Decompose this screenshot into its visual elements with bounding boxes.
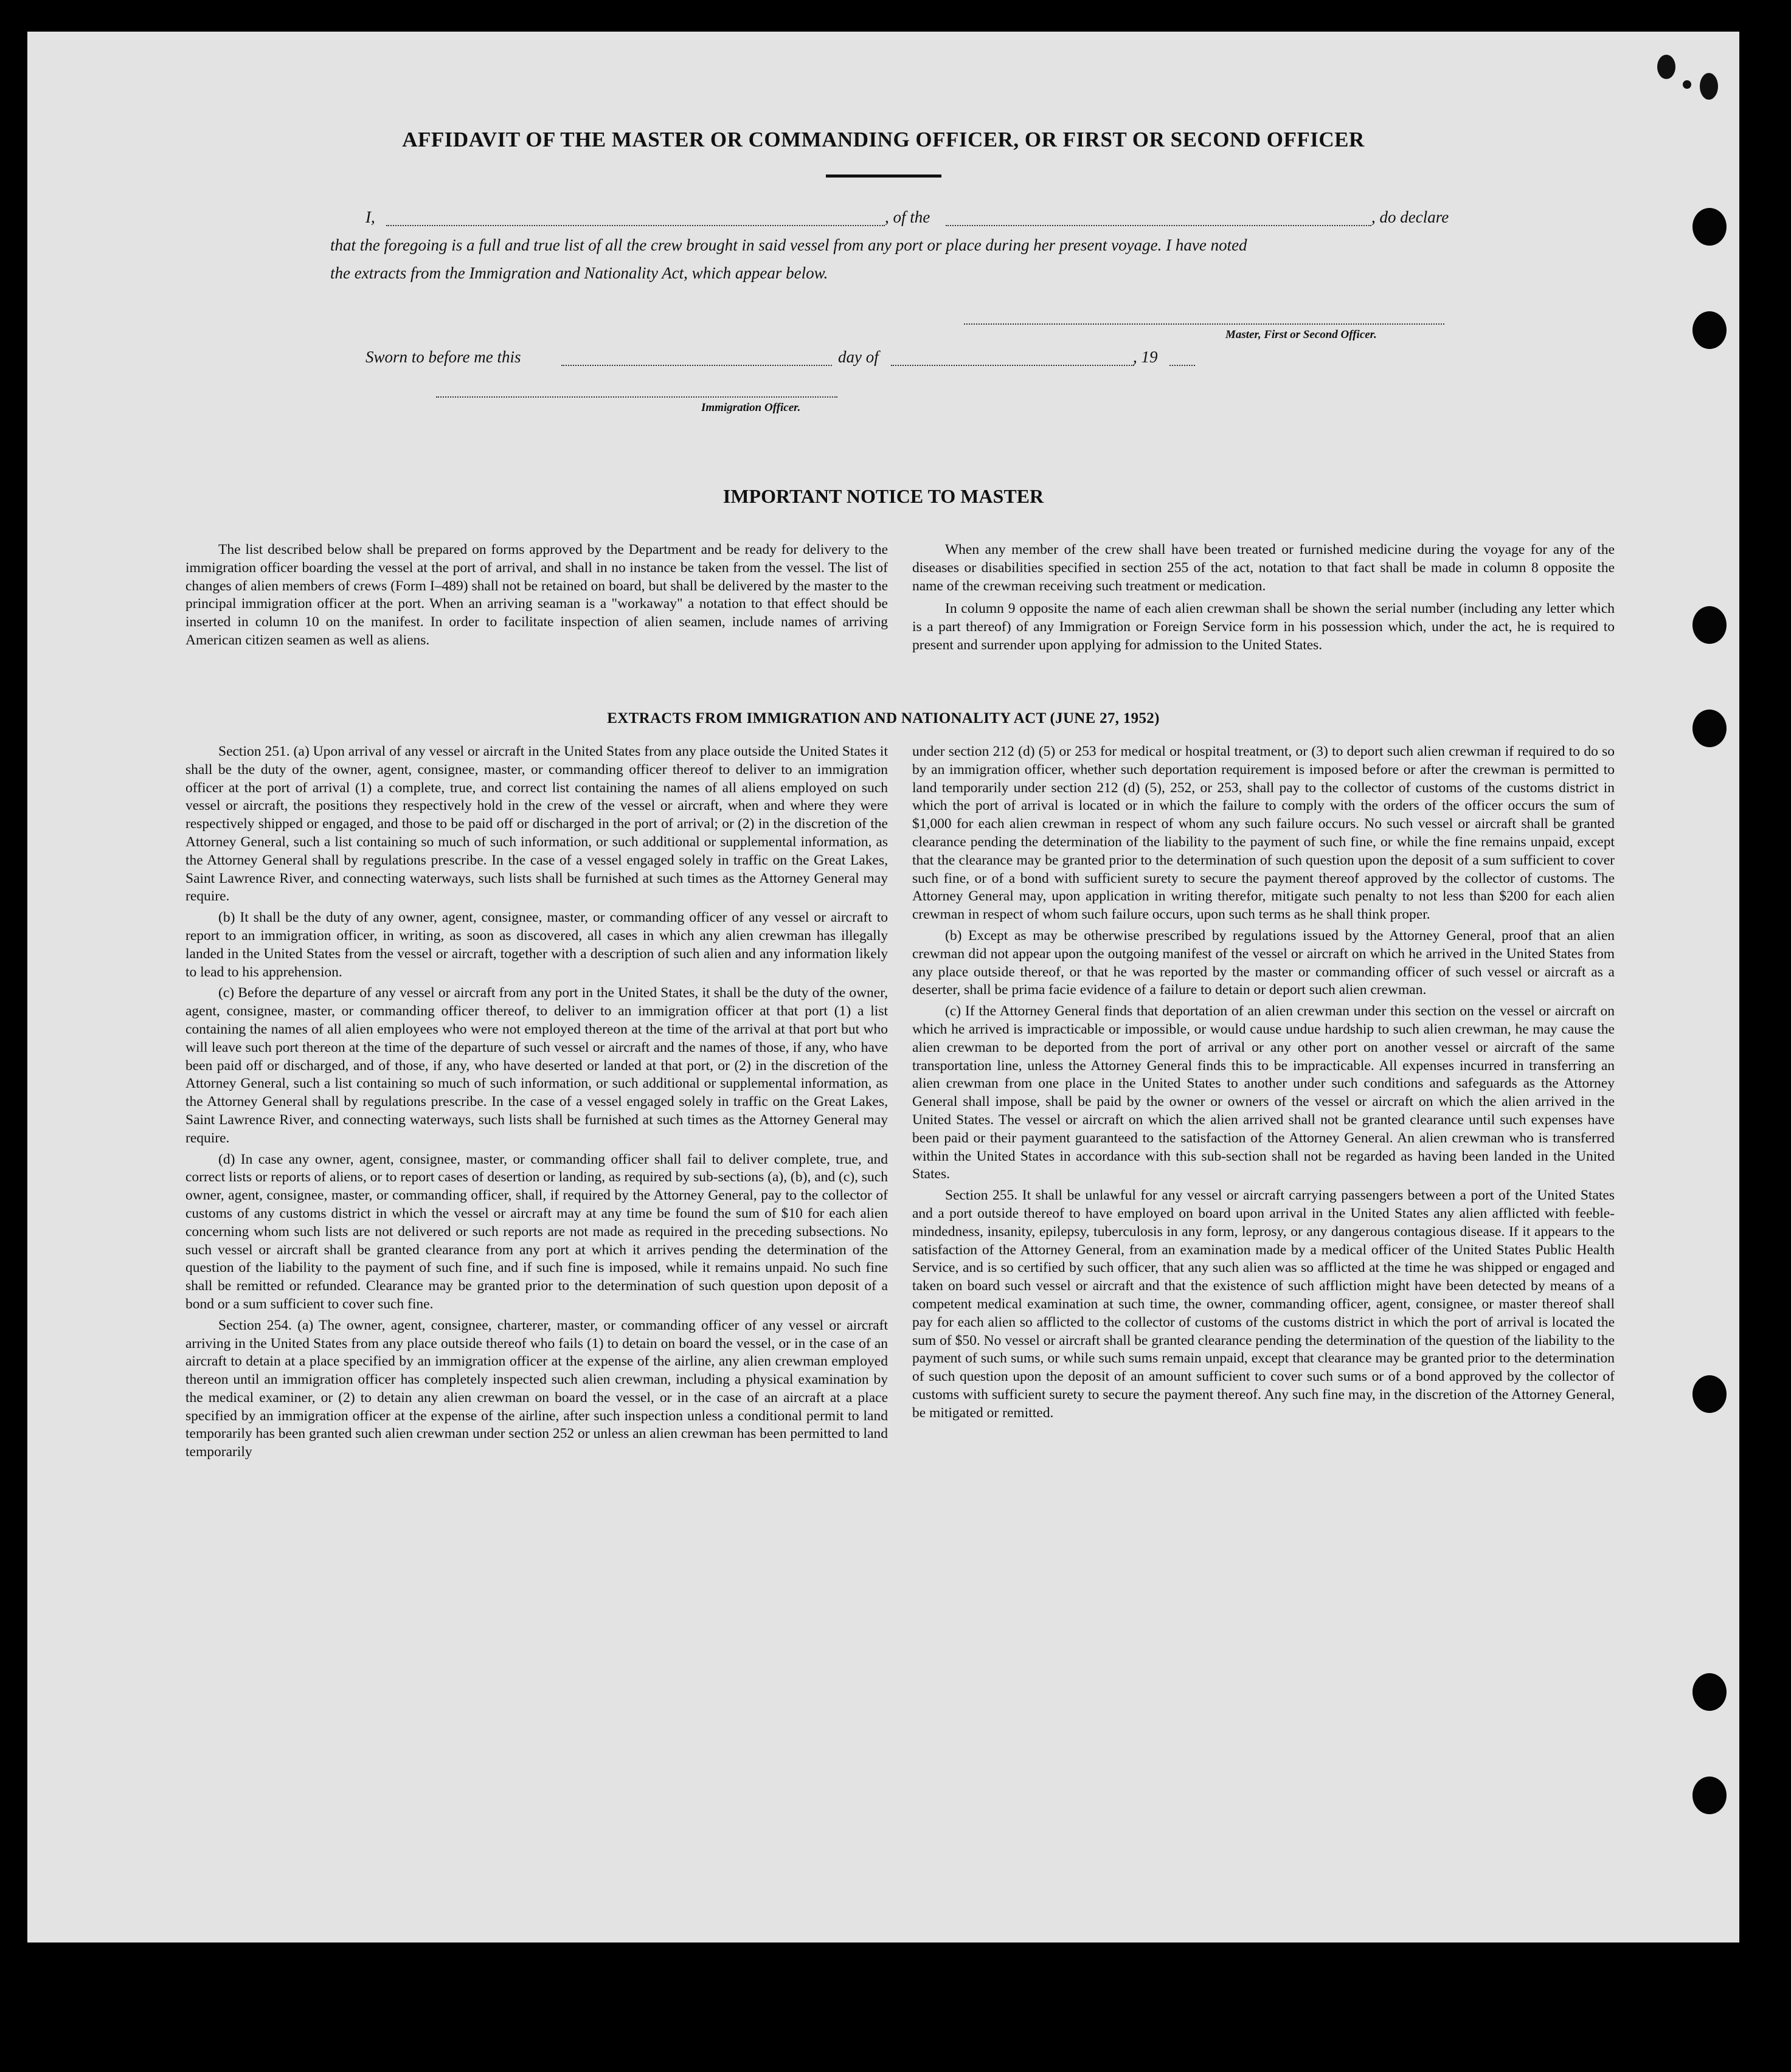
punch-hole xyxy=(1692,1673,1727,1711)
affidavit-i-label: I, xyxy=(365,208,375,226)
document-page xyxy=(27,32,1739,1942)
punch-hole xyxy=(1692,311,1727,349)
notice-left-column xyxy=(185,541,888,653)
extracts-left-column xyxy=(185,743,888,1465)
immigration-officer-signature-line[interactable] xyxy=(436,396,837,398)
notice-right-column xyxy=(912,541,1615,658)
ink-speck xyxy=(1700,73,1718,100)
notice-paragraph: The list described below shall be prepared on forms approved by the Department and be ready for delivery to the immigration officer boarding the vessel at the port of arrival, and shall in no instance be taken from the vessel. The list of changes of alien members of crews (Form I–489) shall not be retained on board, but shall be delivered by the master to the principal immigration officer at the port. When an arriving seaman is a "workaway" a notation to that effect should be inserted in column 10 on the manifest. In order to facilitate inspection of alien seamen, include names of arriving American citizen seamen as well as aliens. xyxy=(185,542,888,648)
ink-speck xyxy=(1683,80,1691,89)
affidavit-title: AFFIDAVIT OF THE MASTER OR COMMANDING OFFICER, OR FIRST OR SECOND OFFICER xyxy=(402,128,1365,151)
do-declare-label: , do declare xyxy=(1371,208,1449,226)
sworn-day-field-line[interactable] xyxy=(561,365,832,366)
statute-paragraph: (c) Before the departure of any vessel or aircraft from any port in the United States, it shall be the duty of the owner, agent, consignee, master, or commanding officer thereof, to deliver to an immigration officer at that port (1) a list containing the names of all alien employees who were not employed thereon at the time of the arrival at that port but who will leave such port thereon at the time of the departure of such vessel or aircraft and the names of those, if any, who have been paid off or discharged, and of those, if any, who have deserted or landed at that port, or (2) in the discretion of the Attorney General, such a list containing so much of such information, or such additional or supplemental information, as the Attorney General shall by regulations prescribe. In the case of a vessel engaged solely in traffic on the Great Lakes, Saint Lawrence River, and connecting waterways, such lists shall be furnished at such times as the Attorney General may require. xyxy=(185,985,888,1146)
punch-hole xyxy=(1692,606,1727,644)
sworn-label: Sworn to before me this xyxy=(365,348,521,366)
extracts-title: EXTRACTS FROM IMMIGRATION AND NATIONALITY ACT (JUNE 27, 1952) xyxy=(607,710,1160,727)
statute-paragraph: Section 254. (a) The owner, agent, consignee, charterer, master, or commanding officer of any vessel or aircraft arriving in the United States from any place outside thereof who fails (1) to detain on board the vessel, or in the case of an aircraft to detain at a place specified by an immigration officer at the expense of the airline, any alien crewman employed thereon until an immigration officer has completely inspected such alien crewman, including a physical examination by the medical examiner, or (2) to detain any alien crewman on board the vessel, or in the case of an aircraft at a place specified by an immigration officer at the expense of the airline, after such inspection unless a conditional permit to land temporarily has been granted such alien crewman under section 252 or unless an alien crewman has been permitted to land temporarily xyxy=(185,1317,888,1460)
notice-paragraph: In column 9 opposite the name of each alien crewman shall be shown the serial number (including any letter which is a part thereof) of any Immigration or Foreign Service form in his possession which, under the act, he is required to present and surrender upon applying for admission to the United States. xyxy=(912,601,1615,653)
master-signature-line[interactable] xyxy=(964,323,1444,325)
immigration-officer-label: Immigration Officer. xyxy=(701,401,801,414)
punch-hole xyxy=(1692,208,1727,246)
ink-speck xyxy=(1657,55,1675,79)
extracts-right-column xyxy=(912,743,1615,1425)
statute-paragraph: Section 255. It shall be unlawful for any vessel or aircraft carrying passengers between a port of the United States and a port outside thereof to have employed on board upon arrival in the United States any alien afflicted with feeble-mindedness, insanity, epilepsy, tuberculosis in any form, leprosy, or any dangerous contagious disease. If it appears to the satisfaction of the Attorney General, from an examination made by a medical officer of the United States Public Health Service, and is so certified by such officer, that any such alien was so afflicted at the time he was shipped or engaged and taken on board such vessel or aircraft and that the existence of such affliction might have been detected by means of a competent medical examination at such time, the owner, commanding officer, agent, consignee, or master thereof shall pay for each alien so afflicted to the collector of customs of the customs district in which the port of arrival is located the sum of $50. No vessel or aircraft shall be granted clearance pending the determination of the question of the liability to the payment of such sums, or while such sums remain unpaid, except that clearance may be granted prior to the determination of such question upon the deposit of an amount sufficient to cover such sums or of a bond approved by the collector of customs with sufficient surety to secure the payment thereof. Any such fine may, in the discretion of the Attorney General, be mitigated or remitted. xyxy=(912,1187,1615,1421)
statute-paragraph: (b) Except as may be otherwise prescribed by regulations issued by the Attorney General, proof that an alien crewman did not appear upon the outgoing manifest of the vessel or aircraft on which he arrived in the United States from any place outside thereof, or that he was reported by the master or commanding officer of such vessel or aircraft as a deserter, shall be prima facie evidence of a failure to detain or deport such alien crewman. xyxy=(912,927,1615,998)
master-signature-label: Master, First or Second Officer. xyxy=(1225,328,1377,341)
statute-paragraph: (b) It shall be the duty of any owner, agent, consignee, master, or commanding officer of any vessel or aircraft to report to an immigration officer, in writing, as soon as discovered, all cases in which any alien crewman has illegally landed in the United States from the vessel or aircraft, together with a description of such alien and any information likely to lead to his apprehension. xyxy=(185,910,888,980)
statute-paragraph: (c) If the Attorney General finds that deportation of an alien crewman under this section on the vessel or aircraft on which he arrived is impracticable or impossible, or would cause undue hardship to such alien crewman, he may cause the alien crewman to be deported from the port of arrival or any other port on another vessel or aircraft of the same transportation line, unless the Attorney General finds this to be impracticable. All expenses incurred in transferring an alien crewman from one place in the United States to another under such conditions and safeguards as the Attorney General shall impose, shall be paid by the owner or owners of the vessel or aircraft on which the alien arrived in the United States. The vessel or aircraft on which the alien arrived shall not be granted clearance until such expenses have been paid or their payment guaranteed to the satisfaction of the Attorney General. An alien crewman who is transferred within the United States in accordance with this sub-section shall not be regarded as having been landed in the United States. xyxy=(912,1003,1615,1183)
punch-hole xyxy=(1692,1777,1727,1814)
statute-paragraph: (d) In case any owner, agent, consignee, master, or commanding officer shall fail to deliver complete, true, and correct lists or reports of aliens, or to report cases of desertion or landing, as required by sub-sections (a), (b), and (c), such owner, agent, consignee, master, or commanding officer, shall, if required by the Attorney General, pay to the collector of customs of any customs district in which the vessel or aircraft may at any time be found the sum of $10 for each alien concerning whom such lists are not delivered or such reports are not made as required in the preceding subsections. No such vessel or aircraft shall be granted clearance from any port at which it arrives pending the determination of the question of the liability to the payment of such fine, and if such fine is imposed, while it remains unpaid. No such fine shall be remitted or refunded. Clearance may be granted prior to the determination of such question upon deposit of a bond or a sum sufficient to cover such fine. xyxy=(185,1151,888,1312)
title-rule xyxy=(826,174,941,178)
statute-paragraph: Section 251. (a) Upon arrival of any vessel or aircraft in the United States from any place outside the United States it shall be the duty of the owner, agent, consignee, master, or commanding officer thereof to deliver to an immigration officer at the port of arrival (1) a complete, true, and correct list containing the names of all aliens employed on such vessel or aircraft, the positions they respectively hold in the crew of the vessel or aircraft, when and where they were respectively shipped or engaged, and those to be paid off or discharged in the port of arrival; or (2) in the discretion of the Attorney General, such a list containing so much of such information, or such additional or supplemental information, as the Attorney General shall by regulations prescribe. In the case of a vessel engaged solely in traffic on the Great Lakes, Saint Lawrence River, and connecting waterways, such lists shall be furnished at such times as the Attorney General may require. xyxy=(185,744,888,905)
notice-title: IMPORTANT NOTICE TO MASTER xyxy=(722,485,1044,507)
affidavit-line-2: that the foregoing is a full and true list of all the crew brought in said vessel from any port or place during her present voyage. I have noted xyxy=(330,236,1247,254)
punch-hole xyxy=(1692,1375,1727,1413)
name-field-line[interactable] xyxy=(386,225,885,226)
affidavit-line-3: the extracts from the Immigration and Nationality Act, which appear below. xyxy=(330,264,828,282)
of-the-label: , of the xyxy=(885,208,930,226)
sworn-month-field-line[interactable] xyxy=(891,365,1134,366)
year-label: , 19 xyxy=(1133,348,1158,366)
notice-paragraph: When any member of the crew shall have been treated or furnished medicine during the voyage for any of the diseases or disabilities specified in section 255 of the act, notation to that fact shall be made in column 8 opposite the name of the crewman receiving such treatment or medication. xyxy=(912,542,1615,594)
day-of-label: day of xyxy=(838,348,879,366)
statute-paragraph: under section 212 (d) (5) or 253 for medical or hospital treatment, or (3) to deport such alien crewman if required to do so by an immigration officer, whether such deportation requirement is imposed before or after the crewman is permitted to land temporarily under section 212 (d) (5), 252, or 253, shall pay to the collector of customs of the customs district in which the port of arrival is located or in which the failure to comply with the orders of the officer occurs the sum of $1,000 for each alien crewman in respect of whom any such failure occurs. No such vessel or aircraft shall be granted clearance pending the determination of the liability to the payment of such fine, or while the fine remains unpaid, except that the clearance may be granted prior to the determination of such question upon the deposit of a sum sufficient to cover such fine, or of a bond with sufficient surety to secure the payment thereof approved by the collector of customs. The Attorney General may, upon application in writing therefor, mitigate such penalty to not less than $200 for each alien crewman in respect of whom such failure occurs, upon such terms as he shall think proper. xyxy=(912,744,1615,923)
vessel-field-line[interactable] xyxy=(946,225,1371,226)
year-field-line[interactable] xyxy=(1169,365,1195,366)
